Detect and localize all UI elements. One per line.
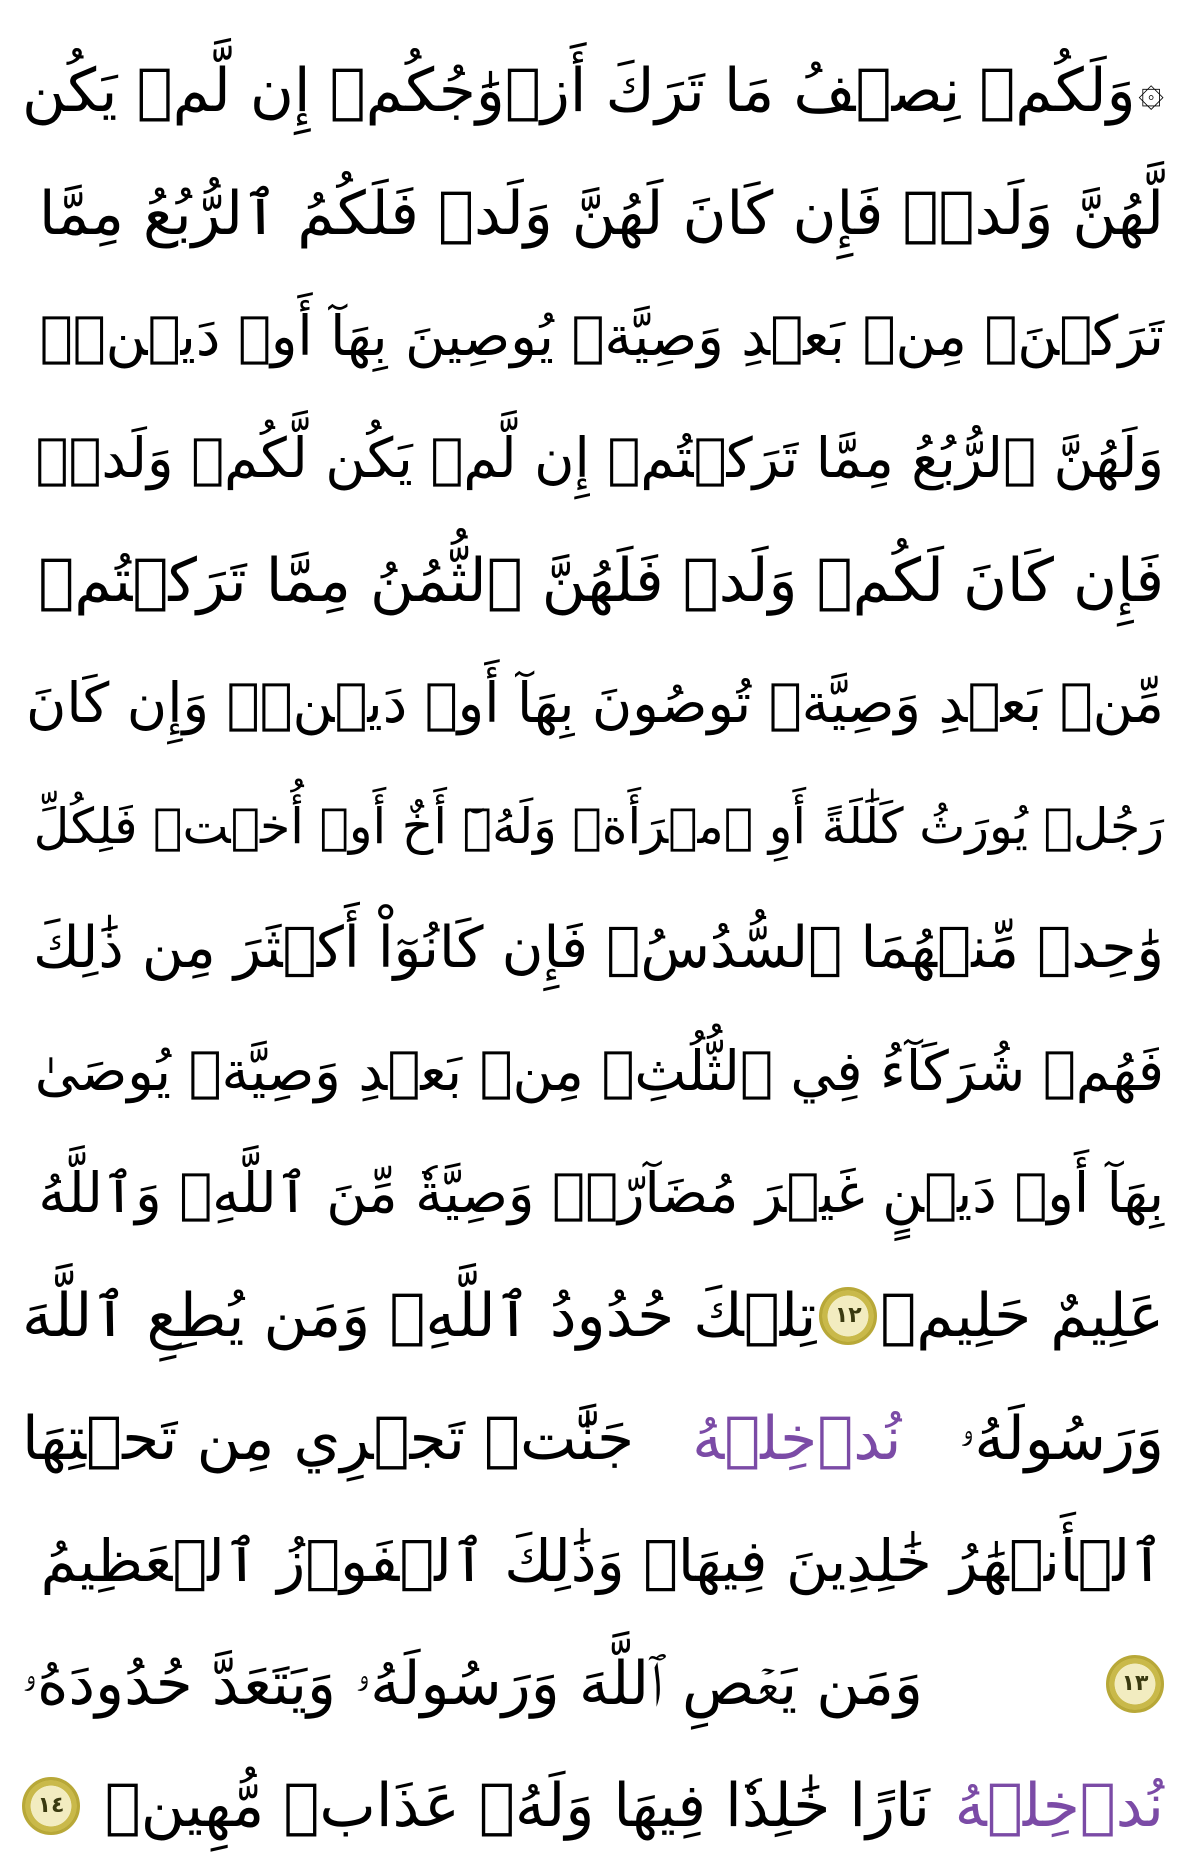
- highlighted-word: نُدۡخِلۡهُ: [692, 1403, 902, 1474]
- line-text: جَنَّٰتٖ تَجۡرِي مِن تَحۡتِهَا: [22, 1403, 635, 1474]
- line-text: فَإِن كَانَ لَكُمۡ وَلَدٞ فَلَهُنَّ ٱلثُّمُنُ مِمَّا تَرَكۡتُمۚ: [38, 546, 1164, 617]
- line-text: ٱلۡأَنۡهَٰرُ خَٰلِدِينَ فِيهَاۚ وَذَٰلِكَ ٱلۡفَوۡزُ ٱلۡعَظِيمُ: [40, 1527, 1164, 1596]
- text-line-7: [22, 765, 1164, 888]
- text-line-12: [22, 1378, 1164, 1501]
- line-text: وَلَهُنَّ ٱلرُّبُعُ مِمَّا تَرَكۡتُمۡ إِن لَّمۡ يَكُن لَّكُمۡ وَلَدٞۚ: [35, 426, 1164, 491]
- text-line-3: [22, 275, 1164, 398]
- line-text: وَرَسُولَهُۥ: [959, 1403, 1164, 1474]
- rub-el-hizb-icon: ۞: [1138, 65, 1164, 117]
- text-line-2: [22, 153, 1164, 276]
- line-text: رَجُلٞ يُورَثُ كَلَٰلَةً أَوِ ٱمۡرَأَةٞ وَلَهُۥٓ أَخٌ أَوۡ أُخۡتٞ فَلِكُلِّ: [33, 797, 1164, 855]
- line-text: وَمَن يَعۡصِ ٱللَّهَ وَرَسُولَهُۥ وَيَتَعَدَّ حُدُودَهُۥ: [22, 1648, 924, 1719]
- text-line-14: [22, 1623, 1164, 1746]
- text-line-4: [22, 398, 1164, 521]
- highlighted-word: نُدۡخِلۡهُ: [954, 1771, 1164, 1842]
- ayah-end-marker-12: ١٢: [819, 1287, 877, 1345]
- line-text: وَٰحِدٖ مِّنۡهُمَا ٱلسُّدُسُۚ فَإِن كَانُوٓاْ أَكۡثَرَ مِن ذَٰلِكَ: [32, 915, 1164, 982]
- ayah-end-marker-13: ١٣: [1106, 1655, 1164, 1713]
- line-text: فَهُمۡ شُرَكَآءُ فِي ٱلثُّلُثِۚ مِنۢ بَعۡدِ وَصِيَّةٖ يُوصَىٰ: [34, 1038, 1164, 1103]
- text-line-5: [22, 520, 1164, 643]
- line-text: لَّهُنَّ وَلَدٞۚ فَإِن كَانَ لَهُنَّ وَلَدٞ فَلَكُمُ ٱلرُّبُعُ مِمَّا: [38, 178, 1164, 249]
- text-line-13: [22, 1500, 1164, 1623]
- line-text: وَلَكُمۡ نِصۡفُ مَا تَرَكَ أَزۡوَٰجُكُمۡ إِن لَّمۡ يَكُن: [22, 56, 1136, 127]
- line-text: عَلِيمٌ حَلِيمٞ: [880, 1281, 1164, 1352]
- text-line-15: [22, 1745, 1164, 1868]
- text-line-6: [22, 643, 1164, 766]
- line-text: مِّنۢ بَعۡدِ وَصِيَّةٖ تُوصُونَ بِهَآ أَوۡ دَيۡنٖۗ وَإِن كَانَ: [25, 671, 1164, 736]
- line-text: نَارًا خَٰلِدٗا فِيهَا وَلَهُۥ عَذَابٞ مُّهِينٞ: [104, 1771, 930, 1842]
- text-line-8: [22, 888, 1164, 1011]
- text-line-10: [22, 1133, 1164, 1256]
- line-text: تَرَكۡنَۚ مِنۢ بَعۡدِ وَصِيَّةٖ يُوصِينَ بِهَآ أَوۡ دَيۡنٖۚ: [39, 303, 1164, 368]
- line-text: بِهَآ أَوۡ دَيۡنٍ غَيۡرَ مُضَآرّٖۚ وَصِيَّةٗ مِّنَ ٱللَّهِۗ وَٱللَّهُ: [38, 1161, 1164, 1226]
- text-line-1: [22, 30, 1164, 153]
- ayah-end-marker-14: ١٤: [22, 1777, 80, 1835]
- text-line-9: [22, 1010, 1164, 1133]
- text-line-11: [22, 1255, 1164, 1378]
- line-text: تِلۡكَ حُدُودُ ٱللَّهِۚ وَمَن يُطِعِ ٱللَّهَ: [22, 1281, 817, 1352]
